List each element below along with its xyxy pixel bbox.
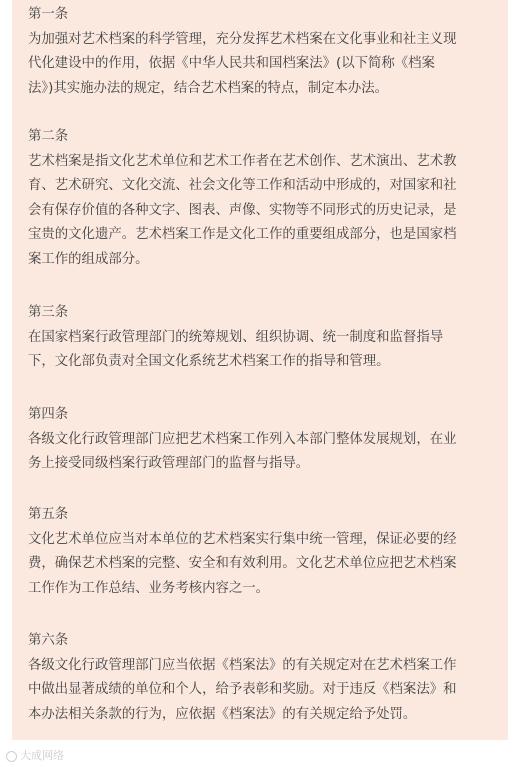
article-line: 育、艺术研究、文化交流、社会文化等工作和活动中形成的，对国家和社	[28, 178, 457, 193]
article-body	[28, 326, 498, 375]
article-line: 本办法相关条款的行为，应依据《档案法》的有关规定给予处罚。	[28, 706, 417, 722]
article-5	[28, 503, 498, 601]
article-line: 在国家档案行政管理部门的统筹规划、组织协调、统一制度和监督指导	[28, 329, 444, 345]
article-body	[28, 654, 498, 728]
article-line: 案工作的组成部分。	[28, 251, 149, 267]
article-line: 艺术档案是指文化艺术单位和艺术工作者在艺术创作、艺术演出、艺术教	[28, 153, 457, 169]
article-line: 代化建设中的作用，依据《中华人民共和国档案法》(以下简称《档案	[28, 56, 435, 71]
article-2	[28, 125, 498, 272]
article-body	[28, 28, 498, 102]
article-heading: 第四条	[28, 407, 69, 422]
article-heading: 第三条	[28, 305, 69, 320]
watermark	[6, 749, 64, 763]
article-6	[28, 629, 498, 727]
article-line: 为加强对艺术档案的科学管理，充分发挥艺术档案在文化事业和社主义现	[28, 31, 457, 47]
article-body	[28, 428, 498, 477]
article-line: 法》)其实施办法的规定，结合艺术档案的特点，制定本办法。	[28, 80, 389, 96]
article-4	[28, 403, 498, 477]
article-3	[28, 301, 498, 375]
article-line: 工作作为工作总结、业务考核内容之一。	[28, 580, 270, 596]
article-heading: 第二条	[28, 129, 69, 144]
article-line: 各级文化行政管理部门应当依据《档案法》的有关规定对在艺术档案工作	[28, 657, 457, 673]
article-body	[28, 150, 498, 273]
article-1	[28, 3, 498, 101]
article-heading: 第五条	[28, 507, 69, 522]
watermark-text: 大成网络	[20, 749, 64, 762]
article-heading: 第一条	[28, 7, 69, 22]
article-line: 费，确保艺术档案的完整、安全和有效利用。文化艺术单位应把艺术档案	[28, 556, 457, 571]
article-line: 文化艺术单位应当对本单位的艺术档案实行集中统一管理，保证必要的经	[28, 531, 457, 547]
article-line: 下，文化部负责对全国文化系统艺术档案工作的指导和管理。	[28, 354, 390, 369]
article-line: 务上接受同级档案行政管理部门的监督与指导。	[28, 456, 310, 471]
article-body	[28, 528, 498, 602]
article-line: 宝贵的文化遗产。艺术档案工作是文化工作的重要组成部分，也是国家档	[28, 227, 457, 242]
article-line: 会有保存价值的各种文字、图表、声像、实物等不同形式的历史记录，是	[28, 202, 457, 218]
article-line: 各级文化行政管理部门应把艺术档案工作列入本部门整体发展规划，在业	[28, 431, 457, 447]
article-heading: 第六条	[28, 633, 69, 648]
watermark-logo-icon	[6, 751, 17, 762]
article-line: 中做出显著成绩的单位和个人，给予表彰和奖励。对于违反《档案法》和	[28, 682, 457, 697]
